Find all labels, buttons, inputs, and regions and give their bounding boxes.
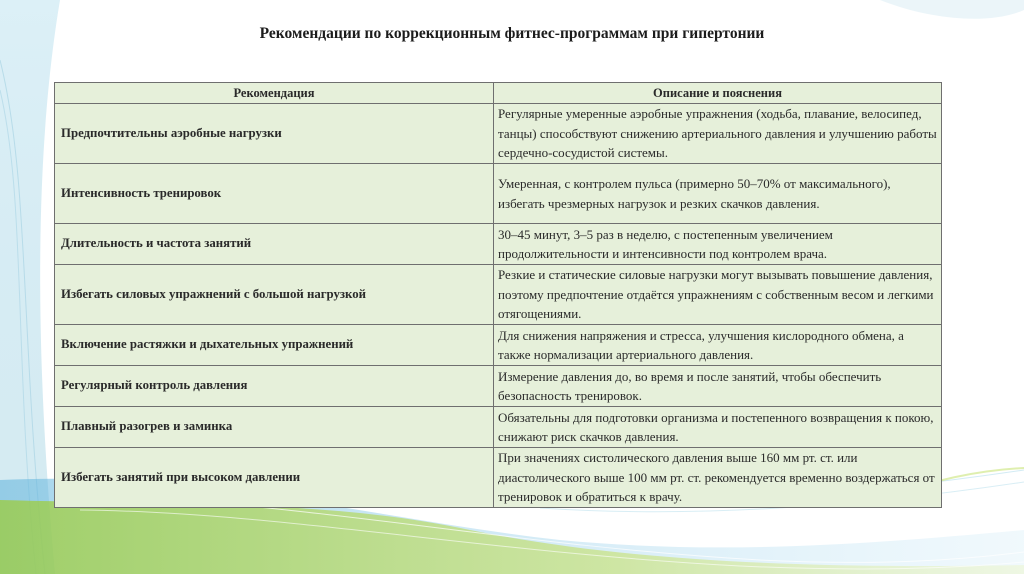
recommendation-cell: Включение растяжки и дыхательных упражнений	[55, 325, 494, 366]
table-row	[55, 407, 942, 448]
table-row	[55, 104, 942, 164]
header-description: Описание и пояснения	[494, 83, 942, 104]
description-cell: Обязательны для подготовки организма и постепенного возвращения к покою, снижают риск скачков давления.	[494, 407, 942, 448]
recommendation-cell: Плавный разогрев и заминка	[55, 407, 494, 448]
table-row	[55, 265, 942, 325]
table-header-row	[55, 83, 942, 104]
recommendation-cell: Избегать силовых упражнений с большой нагрузкой	[55, 265, 494, 325]
description-cell: При значениях систолического давления выше 160 мм рт. ст. или диастолического выше 100 мм рт. ст. рекомендуется временно воздержаться от тренировок и обратиться к врачу.	[494, 448, 942, 508]
recommendation-cell: Длительность и частота занятий	[55, 224, 494, 265]
slide-title: Рекомендации по коррекционным фитнес-программам при гипертонии	[259, 25, 765, 42]
table-row	[55, 366, 942, 407]
description-cell: 30–45 минут, 3–5 раз в неделю, с постепенным увеличением продолжительности и интенсивности под контролем врача.	[494, 224, 942, 265]
recommendation-cell: Избегать занятий при высоком давлении	[55, 448, 494, 508]
description-cell: Измерение давления до, во время и после занятий, чтобы обеспечить безопасность тренировок.	[494, 366, 942, 407]
header-recommendation: Рекомендация	[55, 83, 494, 104]
table-row	[55, 325, 942, 366]
description-cell: Резкие и статические силовые нагрузки могут вызывать повышение давления, поэтому предпочтение отдаётся упражнениям с собственным весом и легкими отягощениями.	[494, 265, 942, 325]
description-cell: Для снижения напряжения и стресса, улучшения кислородного обмена, а также нормализации артериального давления.	[494, 325, 942, 366]
recommendation-cell: Интенсивность тренировок	[55, 164, 494, 224]
recommendation-cell: Регулярный контроль давления	[55, 366, 494, 407]
table-row	[55, 224, 942, 265]
table-row	[55, 448, 942, 508]
recommendations-table	[54, 82, 942, 508]
recommendation-cell: Предпочтительны аэробные нагрузки	[55, 104, 494, 164]
description-cell: Умеренная, с контролем пульса (примерно 50–70% от максимального), избегать чрезмерных нагрузок и резких скачков давления.	[494, 164, 942, 224]
table-row	[55, 164, 942, 224]
description-cell: Регулярные умеренные аэробные упражнения (ходьба, плавание, велосипед, танцы) способствуют снижению артериального давления и улучшению работы сердечно-сосудистой системы.	[494, 104, 942, 164]
